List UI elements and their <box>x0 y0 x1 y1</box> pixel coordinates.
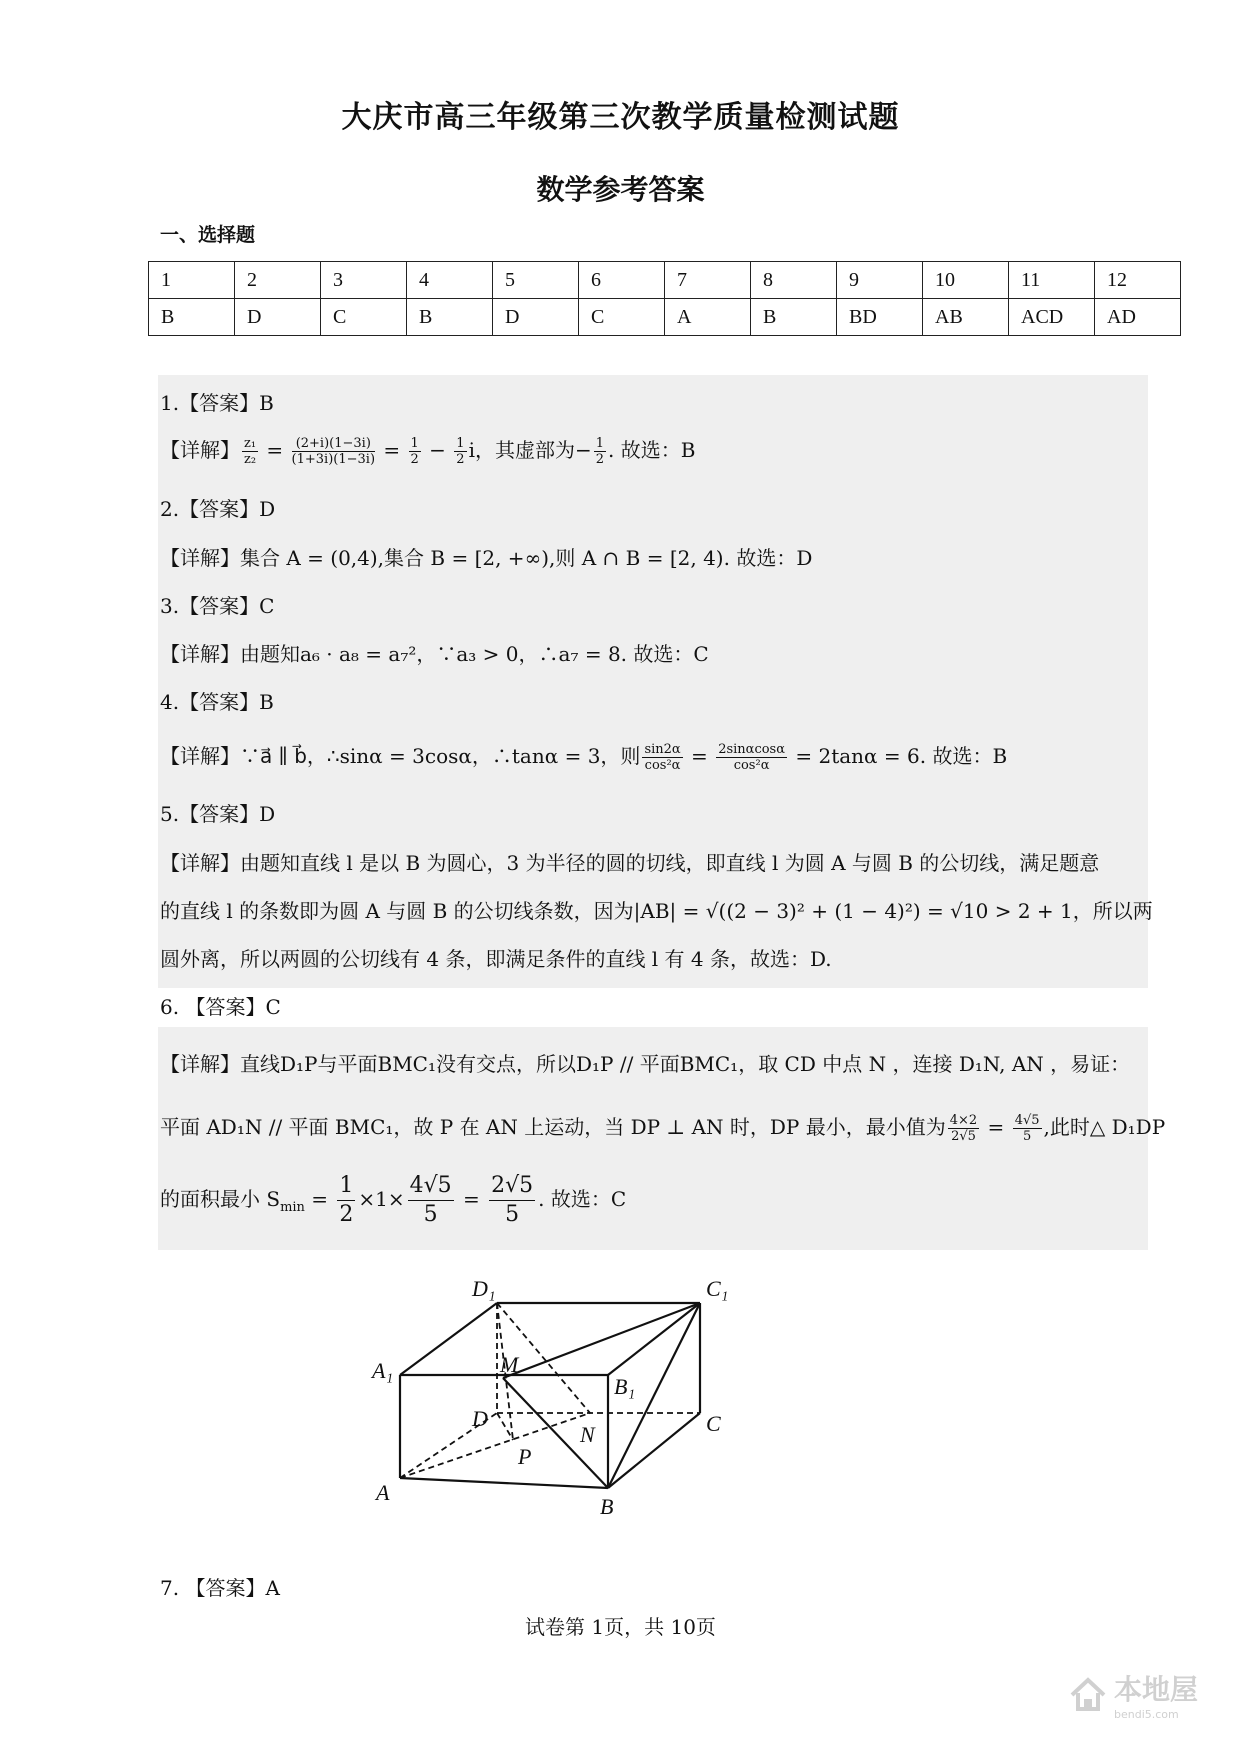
prism-figure <box>372 1270 840 1540</box>
edge-B1C1 <box>608 1303 700 1375</box>
fraction-numerator: 2sinαcosα <box>718 742 785 757</box>
q6-detail-line1: 【详解】直线D₁P与平面BMC₁没有交点，所以D₁P // 平面BMC₁，取 CD 中点 N ，连接 D₁N, AN ，易证： <box>160 1052 1131 1076</box>
question-number-cell: 3 <box>321 262 407 299</box>
label-A1: A₁ <box>372 1358 394 1383</box>
q1-half-fraction-3 <box>594 436 606 467</box>
q4-detail-a: 【详解】∵a⃗ ∥ b⃗，∴sinα = 3cosα，∴tanα = 3，则 <box>160 744 641 768</box>
q5-detail-line1: 【详解】由题知直线 l 是以 B 为圆心，3 为半径的圆的切线，即直线 l 为圆 A 与圆 B 的公切线，满足题意 <box>160 851 1100 875</box>
q6-detail-line2: 平面 AD₁N // 平面 BMC₁，故 P 在 AN 上运动，当 DP ⊥ AN 时，DP 最小，最小值为 $\frac{4\times 2}{2√5}$ = $\frac{4√5}{5}$ ,此时△ D₁DP <box>160 1113 1166 1144</box>
q6-detail-line3 <box>160 1172 626 1229</box>
q5-detail-line2: 的直线 l 的条数即为圆 A 与圆 B 的公切线条数，因为|AB| = √((2 − 3)² + (1 − 4)²) = √10 > 2 + 1，所以两 <box>160 899 1153 923</box>
answer-table-answer-row <box>149 299 1181 336</box>
answer-table-number-row <box>149 262 1181 299</box>
fraction-denominator: 2 <box>595 452 605 467</box>
question-number-cell: 12 <box>1095 262 1181 299</box>
q6-fraction-2 <box>1013 1113 1042 1144</box>
label-C1: C₁ <box>706 1276 729 1301</box>
fraction-denominator: 5 <box>423 1202 438 1227</box>
fraction-numerator: 4√5 <box>1014 1113 1040 1128</box>
label-B1: B₁ <box>614 1374 636 1399</box>
question-number-cell: 6 <box>579 262 665 299</box>
q6-fraction-1 <box>948 1113 979 1144</box>
watermark-url: bendi5.com <box>1114 1708 1179 1721</box>
q4-fraction-1 <box>642 742 682 773</box>
label-N: N <box>580 1422 595 1447</box>
label-D1: D₁ <box>472 1276 496 1301</box>
fraction-numerator: 2√5 <box>489 1172 535 1201</box>
page-footer: 试卷第 1页，共 10页 <box>525 1615 716 1639</box>
question-number-cell: 5 <box>493 262 579 299</box>
question-number-cell: 7 <box>665 262 751 299</box>
q6-line3a: 的面积最小 S <box>160 1187 281 1211</box>
edge-A1D1 <box>400 1303 497 1375</box>
fraction-denominator: cos²α <box>644 758 681 773</box>
q6-line3-end: . 故选：C <box>538 1187 627 1211</box>
question-number-cell: 1 <box>149 262 235 299</box>
answer-cell: C <box>321 299 407 336</box>
page-subtitle: 数学参考答案 <box>536 173 705 206</box>
answer-cell: D <box>493 299 579 336</box>
fraction-numerator: 4√5 <box>408 1172 454 1201</box>
q1-text-mid: ，其虚部为− <box>474 438 592 462</box>
q4-fraction-2 <box>716 742 787 773</box>
q6-line2b: ,此时△ D₁DP <box>1043 1115 1166 1139</box>
question-number-cell: 2 <box>235 262 321 299</box>
q6-big-fraction-3 <box>489 1172 535 1229</box>
fraction-denominator: 5 <box>1022 1129 1032 1144</box>
q6-subscript-min: min <box>280 1200 305 1215</box>
house-icon <box>1068 1675 1108 1715</box>
q6-eq: = <box>304 1187 335 1211</box>
question-number-cell: 8 <box>751 262 837 299</box>
label-B: B <box>600 1494 614 1519</box>
answer-cell: BD <box>837 299 923 336</box>
q2-detail: 【详解】集合 A = (0,4),集合 B = [2, +∞),则 A ∩ B = [2, 4). 故选：D <box>160 546 813 570</box>
z2: z₂ <box>244 452 257 467</box>
q6-answer: 6. 【答案】C <box>160 995 281 1019</box>
fraction-numerator: (2+i)(1−3i) <box>292 436 375 452</box>
q1-detail-label: 【详解】 <box>160 438 240 462</box>
q2-answer: 2.【答案】D <box>160 497 276 521</box>
q3-answer: 3.【答案】C <box>160 594 275 618</box>
label-D: D <box>472 1406 488 1431</box>
edge-MC1 <box>503 1303 700 1378</box>
edge-BC <box>608 1413 700 1488</box>
answer-cell: C <box>579 299 665 336</box>
edge-AB <box>400 1478 608 1488</box>
question-number-cell: 9 <box>837 262 923 299</box>
answer-cell: AB <box>923 299 1009 336</box>
answer-cell: B <box>149 299 235 336</box>
answer-table <box>148 261 1181 336</box>
question-number-cell: 4 <box>407 262 493 299</box>
q1-main-fraction <box>292 436 375 467</box>
question-number-cell: 11 <box>1009 262 1095 299</box>
answer-cell: AD <box>1095 299 1181 336</box>
label-P: P <box>518 1444 532 1469</box>
section-heading-choice: 一、选择题 <box>160 224 256 246</box>
label-M: M <box>500 1352 519 1377</box>
answer-cell: A <box>665 299 751 336</box>
fraction-denominator: 2√5 <box>951 1129 976 1144</box>
z1: z₁ <box>244 436 257 451</box>
fraction-denominator: 5 <box>505 1202 520 1227</box>
q6-big-fraction-1 <box>337 1172 355 1229</box>
fraction-numerator: sin2α <box>644 742 681 757</box>
answer-cell: B <box>751 299 837 336</box>
label-A: A <box>376 1480 390 1505</box>
q4-detail: 【详解】∵a⃗ ∥ b⃗，∴sinα = 3cosα，∴tanα = 3，则 $\frac{\sin 2\alpha}{\text{cos²α}}$ = $\frac{2\sin\alpha\cos\alpha}{\text{cos²α}}$ = 2tanα = 6. 故选：B <box>160 742 1008 773</box>
page-title: 大庆市高三年级第三次教学质量检测试题 <box>341 100 900 135</box>
q6-times: ×1× <box>358 1187 405 1211</box>
q6-line2a: 平面 AD₁N // 平面 BMC₁，故 P 在 AN 上运动，当 DP ⊥ AN 时，DP 最小，最小值为 <box>160 1115 946 1139</box>
watermark-logo <box>1068 1668 1198 1721</box>
q6-eq2: = <box>456 1187 487 1211</box>
fraction-denominator: (1+3i)(1−3i) <box>291 452 376 467</box>
fraction-numerator: 1 <box>595 436 605 451</box>
fraction-denominator: 2 <box>456 452 465 467</box>
q5-answer: 5.【答案】D <box>160 802 276 826</box>
q1-answer: 1.【答案】B <box>160 391 274 415</box>
fraction-numerator: 1 <box>410 436 419 451</box>
watermark-brand: 本地屋 <box>1114 1673 1199 1706</box>
fraction-numerator: 1 <box>456 436 465 451</box>
question-number-cell: 10 <box>923 262 1009 299</box>
fraction-numerator: 4×2 <box>949 1113 978 1128</box>
edge-AN <box>400 1413 590 1478</box>
q1-z-fraction <box>242 436 258 467</box>
fraction-denominator: 2 <box>410 452 419 467</box>
fraction-numerator: 1 <box>337 1172 355 1201</box>
label-C: C <box>706 1411 721 1436</box>
q7-answer: 7. 【答案】A <box>160 1576 280 1600</box>
q1-text-end: . 故选：B <box>608 438 696 462</box>
answer-cell: ACD <box>1009 299 1095 336</box>
q1-half-fraction <box>409 436 421 467</box>
answer-cell: D <box>235 299 321 336</box>
answer-cell: B <box>407 299 493 336</box>
q5-detail-line3: 圆外离，所以两圆的公切线有 4 条，即满足条件的直线 l 有 4 条，故选：D. <box>160 947 832 971</box>
q6-big-fraction-2 <box>408 1172 454 1229</box>
q4-detail-b: = 2tanα = 6. 故选：B <box>795 744 1008 768</box>
q3-detail: 【详解】由题知a₆ · a₈ = a₇²，∵a₃ > 0，∴a₇ = 8. 故选：C <box>160 642 709 666</box>
q1-detail: 【详解】 $\frac{\text{z₁}}{\text{z₂}}$ = $\frac{(2+i)(1-3i)}{(1+3i)(1-3i)}$ = $\frac{1}{2}$ − $\frac{1}{2}$ i，其虚部为− $\frac{1}{2}$ . 故选：B <box>160 436 696 467</box>
q4-answer: 4.【答案】B <box>160 690 274 714</box>
q1-half-fraction-2 <box>454 436 466 467</box>
fraction-denominator: 2 <box>339 1202 354 1227</box>
fraction-denominator: cos²α <box>733 758 770 773</box>
